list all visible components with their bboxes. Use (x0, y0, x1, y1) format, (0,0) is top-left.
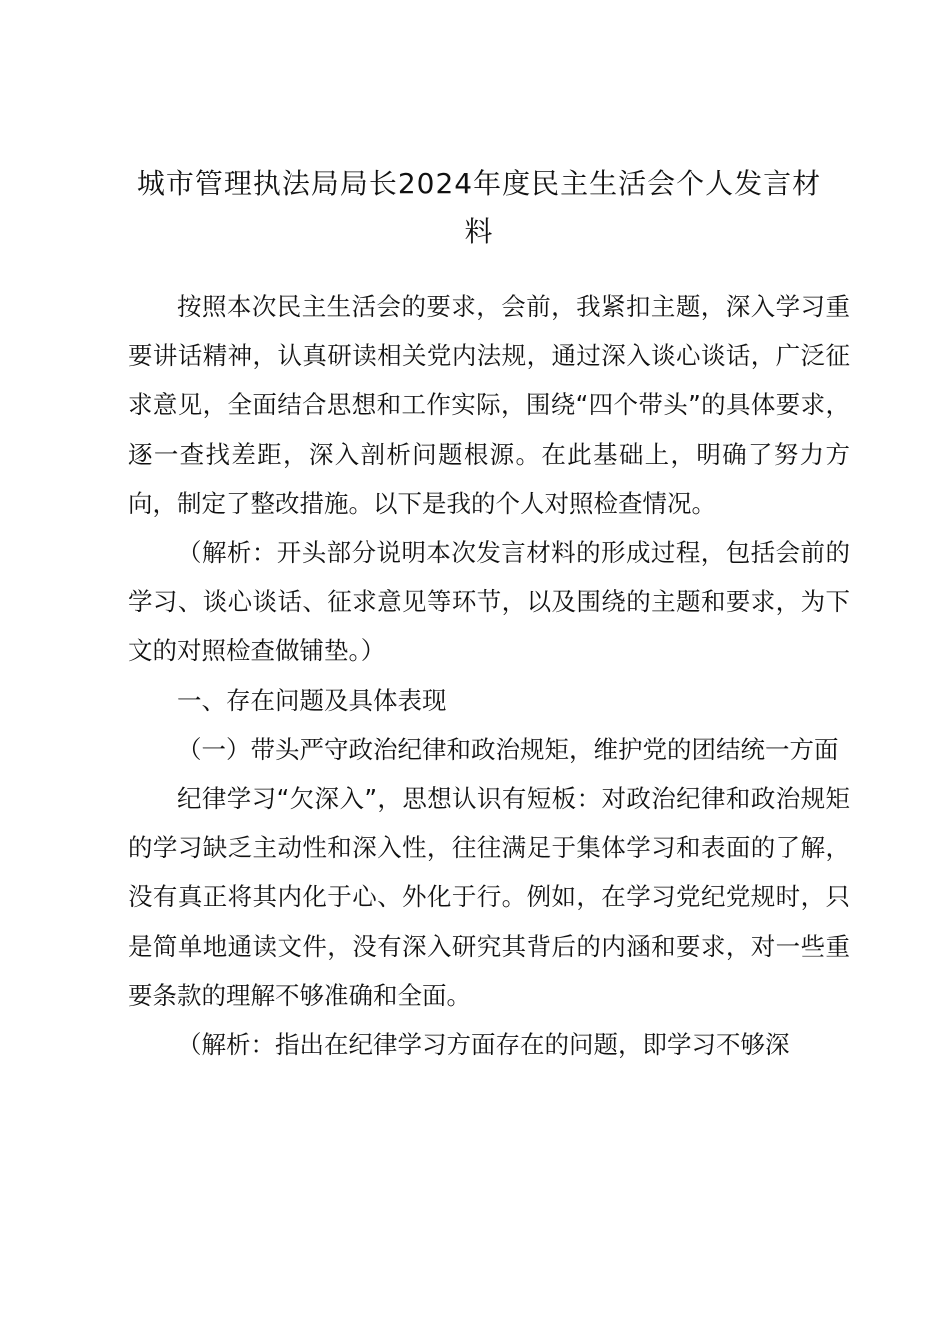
paragraph-intro-analysis: （解析：开头部分说明本次发言材料的形成过程，包括会前的学习、谈心谈话、征求意见等环节，以及围绕的主题和要求，为下文的对照检查做铺垫。） (128, 538, 850, 666)
paragraph-intro: 按照本次民主生活会的要求，会前，我紧扣主题，深入学习重要讲话精神，认真研读相关党内法规，通过深入谈心谈话，广泛征求意见，全面结合思想和工作实际，围绕“四个带头”的具体要求，逐一查找差距，深入剖析问题根源。在此基础上，明确了努力方向，制定了整改措施。以下是我的个人对照检查情况。 (128, 292, 850, 518)
paragraph-discipline-analysis: （解析：指出在纪律学习方面存在的问题，即学习不够深 (177, 1030, 790, 1060)
section-heading-problems: 一、存在问题及具体表现 (177, 685, 447, 715)
paragraph-discipline-study: 纪律学习“欠深入”，思想认识有短板：对政治纪律和政治规矩的学习缺乏主动性和深入性，往往满足于集体学习和表面的了解，没有真正将其内化于心、外化于行。例如，在学习党纪党规时，只是简单地通读文件，没有深入研究其背后的内涵和要求，对一些重要条款的理解不够准确和全面。 (128, 784, 850, 1010)
subsection-heading-discipline: （一）带头严守政治纪律和政治规矩，维护党的团结统一方面 (177, 734, 839, 764)
document-title: 城市管理执法局局长2024年度民主生活会个人发言材料 (136, 167, 822, 248)
document-body (128, 282, 850, 1069)
